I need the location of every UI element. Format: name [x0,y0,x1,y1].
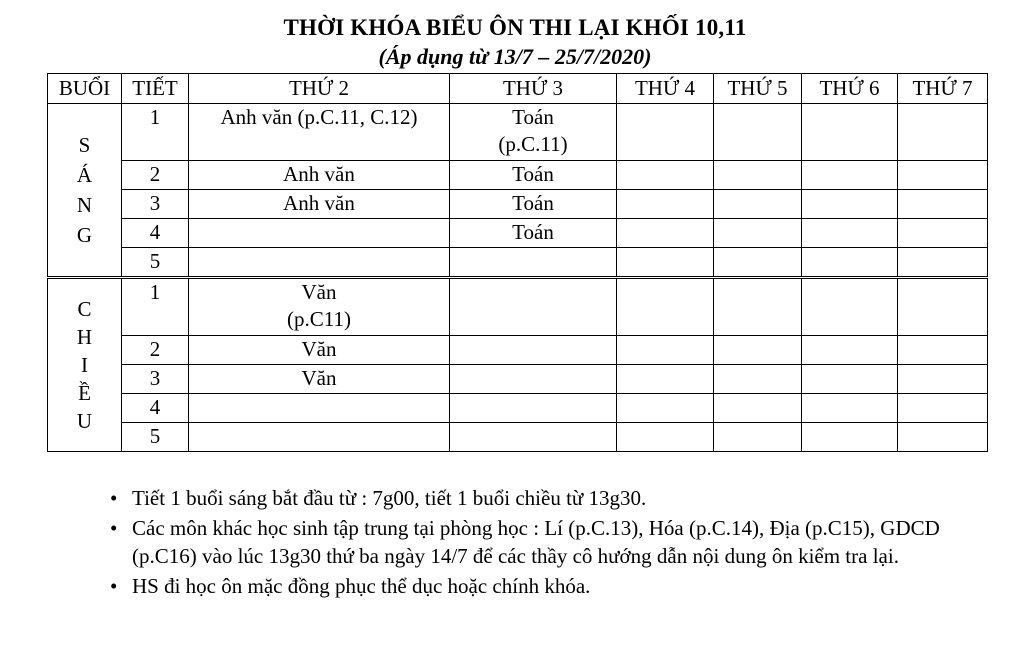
bullet-icon: • [110,516,118,540]
lesson-cell [714,423,802,452]
lesson-cell [450,248,617,278]
lesson-cell [617,104,714,161]
bullet-icon: • [110,486,118,510]
lesson-cell: Toán [450,161,617,190]
note-text: Tiết 1 buổi sáng bắt đầu từ : 7g00, tiết 1 buổi chiều từ 13g30. [132,486,647,510]
header-row [48,74,988,104]
table-row [48,161,988,190]
lesson-line: (p.C11) [287,307,351,331]
period-cell: 1 [122,104,189,161]
lesson-cell [898,365,988,394]
lesson-cell [714,248,802,278]
session-afternoon [48,278,122,452]
period-cell: 5 [122,423,189,452]
session-morning [48,104,122,278]
session-letter: H [76,325,93,349]
lesson-cell [450,394,617,423]
session-label [77,130,92,250]
period-cell: 4 [122,219,189,248]
lesson-cell [898,423,988,452]
lesson-cell: Văn [189,365,450,394]
page-subtitle: (Áp dụng từ 13/7 – 25/7/2020) [378,44,652,69]
lesson-cell: Toán [450,190,617,219]
lesson-cell [714,365,802,394]
lesson-cell [714,161,802,190]
table-row [48,423,988,452]
lesson-cell [189,423,450,452]
lesson-cell [714,190,802,219]
lesson-cell: Anh văn [189,190,450,219]
table-row [48,190,988,219]
table-row [48,365,988,394]
table-row [48,248,988,278]
session-letter: I [80,353,88,377]
period-cell: 3 [122,190,189,219]
session-letter: G [76,223,93,247]
header-cell: BUỔI [48,74,122,104]
lesson-cell: Anh văn [189,161,450,190]
lesson-cell [189,394,450,423]
lesson-line: Văn [301,280,337,304]
period-cell: 5 [122,248,189,278]
lesson-cell [189,248,450,278]
lesson-cell [450,278,617,336]
lesson-cell [617,394,714,423]
lesson-cell [802,190,898,219]
lesson-cell: Toán [450,219,617,248]
lesson-cell [898,219,988,248]
lesson-cell [802,104,898,161]
session-letter: S [78,133,91,157]
lesson-cell [714,219,802,248]
lesson-cell [714,394,802,423]
table-row [48,278,988,336]
note-item [112,484,992,512]
period-cell: 2 [122,336,189,365]
period-cell: 2 [122,161,189,190]
lesson-cell [617,190,714,219]
session-letter: Ề [78,381,91,405]
page-title: THỜI KHÓA BIỂU ÔN THI LẠI KHỐI 10,11 [283,15,747,40]
lesson-cell [714,336,802,365]
period-cell: 3 [122,365,189,394]
lesson-cell [898,394,988,423]
header-cell: THỨ 2 [189,74,450,104]
lesson-cell [802,365,898,394]
lesson-cell [189,278,450,336]
lesson-cell [898,248,988,278]
period-cell: 4 [122,394,189,423]
lesson-cell [617,219,714,248]
lesson-line: (p.C.11) [498,132,568,156]
table-row [48,394,988,423]
lesson-cell [617,278,714,336]
header-cell: THỨ 4 [617,74,714,104]
lesson-cell [189,219,450,248]
lesson-cell [450,104,617,161]
lesson-cell [802,248,898,278]
session-label [77,295,92,435]
bullet-icon: • [110,574,118,598]
period-cell: 1 [122,278,189,336]
lesson-cell [714,104,802,161]
lesson-line: Toán [512,105,554,129]
header-cell: THỨ 3 [450,74,617,104]
lesson-cell [898,190,988,219]
session-letter: N [76,193,93,217]
header-cell: THỨ 5 [714,74,802,104]
lesson-cell [898,104,988,161]
lesson-cell: Anh văn (p.C.11, C.12) [189,104,450,161]
session-letter: U [76,409,93,433]
lesson-cell [617,248,714,278]
header-cell: TIẾT [122,74,189,104]
table-row [48,219,988,248]
lesson-cell [450,365,617,394]
lesson-cell [898,278,988,336]
lesson-cell [802,278,898,336]
lesson-cell [617,423,714,452]
lesson-cell [617,365,714,394]
session-letter: Á [76,163,93,187]
header-cell: THỨ 7 [898,74,988,104]
header-cell: THỨ 6 [802,74,898,104]
lesson-cell [802,161,898,190]
note-item [112,514,992,570]
lesson-cell [802,423,898,452]
session-letter: C [77,297,92,321]
notes-list [112,484,992,602]
lesson-cell [450,423,617,452]
lesson-cell [714,278,802,336]
lesson-cell [802,219,898,248]
lesson-cell [802,394,898,423]
lesson-cell: Văn [189,336,450,365]
lesson-cell [617,161,714,190]
note-text: Các môn khác học sinh tập trung tại phòng học : Lí (p.C.13), Hóa (p.C.14), Địa (p.C15), GDCD (p.C16) vào lúc 13g30 thứ ba ngày 14/7 để các thầy cô hướng dẫn nội dung ôn kiểm tra lại. [132,516,940,568]
note-item [112,572,992,600]
lesson-cell [898,161,988,190]
table-row [48,336,988,365]
lesson-cell [802,336,898,365]
lesson-cell [450,336,617,365]
lesson-cell [898,336,988,365]
lesson-cell [617,336,714,365]
note-text: HS đi học ôn mặc đồng phục thể dục hoặc chính khóa. [132,574,591,598]
timetable [47,73,988,452]
table-row [48,104,988,161]
